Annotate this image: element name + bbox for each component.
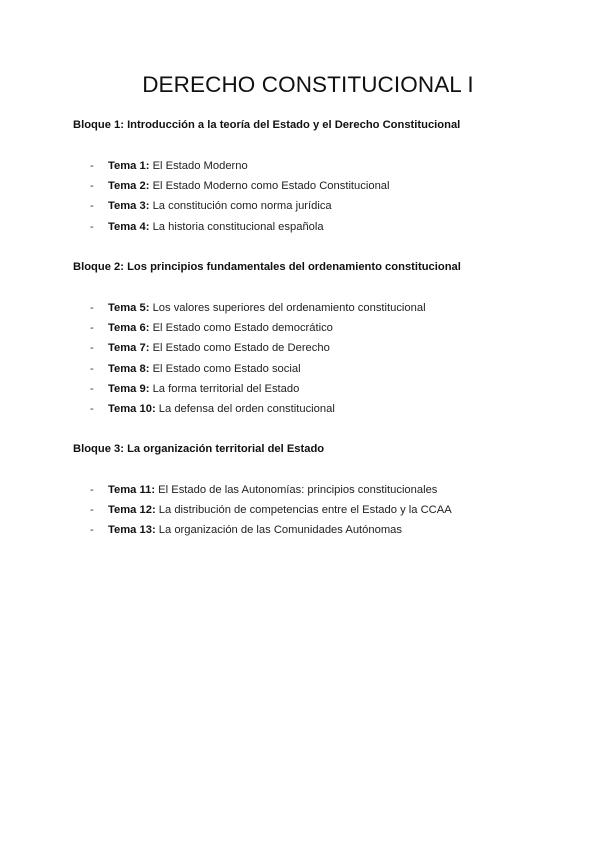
topic-label: Tema 5: — [108, 302, 150, 314]
topic-list-block-3 — [90, 480, 452, 541]
topic-label: Tema 11: — [108, 484, 156, 496]
bullet-dash: - — [90, 342, 94, 355]
topic-list-block-1 — [90, 156, 390, 237]
bullet-dash: - — [90, 524, 94, 537]
block-heading-2: Bloque 2: Los principios fundamentales del ordenamiento constitucional — [73, 261, 461, 273]
topic-label: Tema 13: — [108, 524, 156, 537]
bullet-dash: - — [90, 220, 94, 233]
bullet-dash: - — [90, 180, 94, 193]
list-item — [90, 359, 426, 379]
topic-label: Tema 3: — [108, 200, 150, 213]
bullet-dash: - — [90, 302, 94, 314]
topic-label: Tema 9: — [108, 382, 150, 395]
topic-label: Tema 2: — [108, 180, 150, 193]
list-item — [90, 520, 452, 540]
list-item — [90, 318, 426, 338]
topic-text: La forma territorial del Estado — [152, 382, 300, 395]
topic-text: La constitución como norma jurídica — [152, 200, 332, 213]
topic-text: El Estado como Estado social — [152, 362, 301, 375]
block-heading-1: Bloque 1: Introducción a la teoría del Estado y el Derecho Constitucional — [73, 119, 461, 131]
bullet-dash: - — [90, 160, 94, 172]
topic-list-block-2 — [90, 298, 426, 419]
topic-text: La defensa del orden constitucional — [158, 402, 335, 415]
topic-label: Tema 7: — [108, 342, 150, 355]
list-item — [90, 217, 390, 237]
topic-text: El Estado como Estado de Derecho — [152, 342, 330, 355]
bullet-dash: - — [90, 200, 94, 213]
bullet-dash: - — [90, 322, 94, 335]
bullet-dash: - — [90, 382, 94, 395]
topic-text: La distribución de competencias entre el Estado y la CCAA — [158, 504, 452, 517]
bullet-dash: - — [90, 484, 94, 496]
topic-label: Tema 4: — [108, 220, 150, 233]
page-title: DERECHO CONSTITUCIONAL I — [142, 72, 474, 97]
block-heading-3: Bloque 3: La organización territorial del Estado — [73, 443, 325, 455]
bullet-dash: - — [90, 402, 94, 415]
topic-label: Tema 12: — [108, 504, 156, 517]
bullet-dash: - — [90, 504, 94, 517]
topic-label: Tema 8: — [108, 362, 150, 375]
list-item — [90, 338, 426, 358]
list-item — [90, 379, 426, 399]
list-item — [90, 176, 390, 196]
list-item — [90, 399, 426, 419]
topic-label: Tema 6: — [108, 322, 150, 335]
topic-text: El Estado de las Autonomías: principios constitucionales — [158, 484, 438, 496]
list-item — [90, 196, 390, 216]
list-item — [90, 298, 426, 318]
topic-text: El Estado como Estado democrático — [152, 322, 333, 335]
bullet-dash: - — [90, 362, 94, 375]
topic-text: La historia constitucional española — [152, 220, 324, 233]
topic-text: El Estado Moderno — [152, 160, 248, 172]
list-item — [90, 500, 452, 520]
topic-text: La organización de las Comunidades Autónomas — [158, 524, 402, 537]
list-item — [90, 156, 390, 176]
topic-text: El Estado Moderno como Estado Constitucional — [152, 180, 390, 193]
topic-text: Los valores superiores del ordenamiento constitucional — [152, 302, 426, 314]
topic-label: Tema 1: — [108, 160, 150, 172]
topic-label: Tema 10: — [108, 402, 156, 415]
list-item — [90, 480, 452, 500]
